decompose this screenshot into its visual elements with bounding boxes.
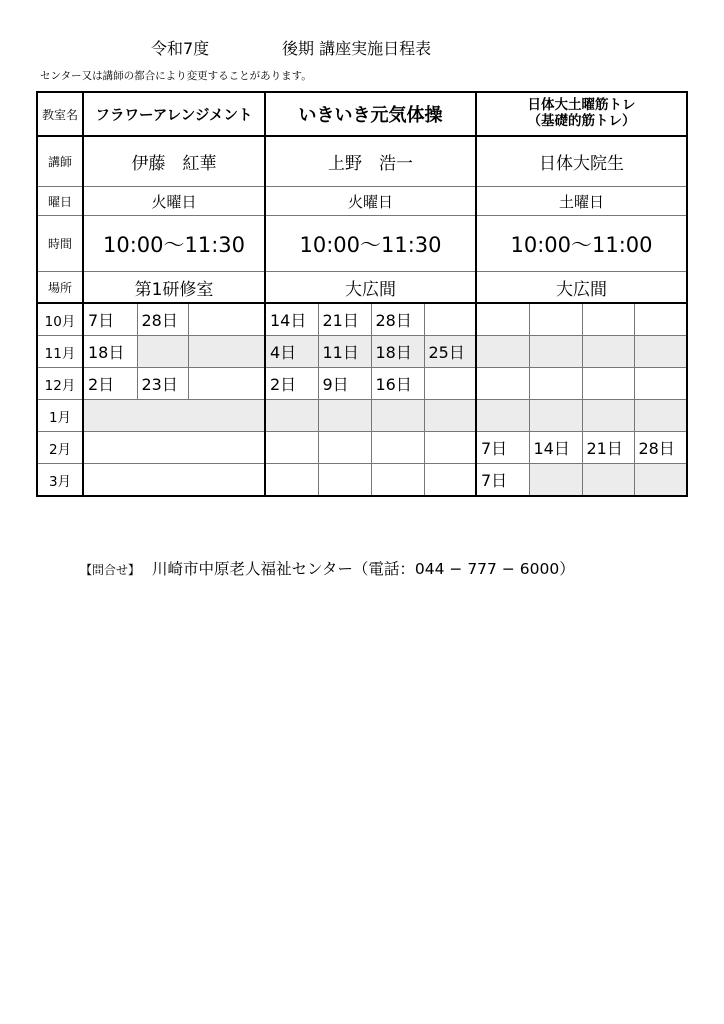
row-weekday [37, 187, 687, 216]
date-cell [424, 464, 476, 497]
date-cell: 14日 [529, 432, 582, 464]
label-teacher: 講師 [37, 136, 83, 187]
date-cell: 28日 [371, 303, 424, 336]
weekday-training: 土曜日 [476, 187, 687, 216]
label-place: 場所 [37, 272, 83, 304]
contact-info [80, 557, 575, 579]
course-name-training-line1: 日体大土曜筋トレ [527, 97, 636, 114]
date-cell [424, 432, 476, 464]
teacher-exercise: 上野 浩一 [265, 136, 476, 187]
course-name-exercise: いきいき元気体操 [265, 92, 476, 136]
date-cell [634, 303, 687, 336]
month-label: 3月 [37, 464, 83, 497]
weekday-flower: 火曜日 [83, 187, 265, 216]
contact-text: 川崎市中原老人福祉センター（電話：044 − 777 − 6000） [152, 560, 575, 578]
date-cell [371, 400, 424, 432]
row-time [37, 216, 687, 272]
month-label: 2月 [37, 432, 83, 464]
date-cell [83, 464, 265, 497]
date-cell: 18日 [371, 336, 424, 368]
date-cell [424, 400, 476, 432]
date-cell: 11日 [318, 336, 371, 368]
date-cell [634, 368, 687, 400]
date-cell: 7日 [476, 432, 529, 464]
change-notice: センター又は講師の都合により変更することがあります。 [40, 70, 312, 82]
date-cell [318, 400, 371, 432]
date-cell [188, 368, 265, 400]
date-cell [476, 400, 529, 432]
date-cell: 7日 [476, 464, 529, 497]
month-label: 12月 [37, 368, 83, 400]
label-weekday: 曜日 [37, 187, 83, 216]
date-cell [529, 368, 582, 400]
page-header [0, 36, 724, 60]
time-exercise: 10:00～11:30 [265, 216, 476, 272]
date-cell [371, 464, 424, 497]
date-cell [476, 368, 529, 400]
date-cell [582, 400, 634, 432]
title-year: 令和7度 [151, 39, 210, 58]
row-classroom [37, 92, 687, 136]
label-classroom: 教室名 [37, 92, 83, 136]
month-row-mar [37, 464, 687, 497]
label-time: 時間 [37, 216, 83, 272]
date-cell [188, 303, 265, 336]
schedule-table [36, 91, 688, 497]
date-cell [188, 336, 265, 368]
time-flower: 10:00～11:30 [83, 216, 265, 272]
date-cell [83, 432, 265, 464]
date-cell: 23日 [137, 368, 188, 400]
date-cell: 14日 [265, 303, 318, 336]
date-cell: 9日 [318, 368, 371, 400]
date-cell [265, 400, 318, 432]
date-cell: 28日 [634, 432, 687, 464]
date-cell: 21日 [582, 432, 634, 464]
contact-label: 【問合せ】 [80, 563, 141, 577]
time-training: 10:00～11:00 [476, 216, 687, 272]
course-name-flower: フラワーアレンジメント [83, 92, 265, 136]
date-cell [529, 400, 582, 432]
teacher-flower: 伊藤 紅華 [83, 136, 265, 187]
month-label: 1月 [37, 400, 83, 432]
month-row-feb [37, 432, 687, 464]
date-cell [265, 464, 318, 497]
place-training: 大広間 [476, 272, 687, 304]
date-cell: 2日 [83, 368, 137, 400]
row-place [37, 272, 687, 304]
date-cell: 4日 [265, 336, 318, 368]
date-cell [424, 368, 476, 400]
date-cell [582, 336, 634, 368]
date-cell [476, 336, 529, 368]
place-flower: 第1研修室 [83, 272, 265, 304]
date-cell [634, 336, 687, 368]
place-exercise: 大広間 [265, 272, 476, 304]
teacher-training: 日体大院生 [476, 136, 687, 187]
date-cell [529, 464, 582, 497]
month-row-jan [37, 400, 687, 432]
date-cell [582, 464, 634, 497]
date-cell: 2日 [265, 368, 318, 400]
date-cell [476, 303, 529, 336]
month-row-dec [37, 368, 687, 400]
date-cell [137, 336, 188, 368]
date-cell [424, 303, 476, 336]
date-cell [529, 336, 582, 368]
date-cell [371, 432, 424, 464]
date-cell [318, 464, 371, 497]
date-cell: 28日 [137, 303, 188, 336]
date-cell [634, 464, 687, 497]
date-cell [634, 400, 687, 432]
course-name-training-line2: （基礎的筋トレ） [527, 113, 636, 129]
date-cell: 7日 [83, 303, 137, 336]
page-title: 後期 講座実施日程表 [282, 39, 432, 58]
course-name-training [476, 92, 687, 136]
month-row-nov [37, 336, 687, 368]
date-cell: 25日 [424, 336, 476, 368]
month-label: 10月 [37, 303, 83, 336]
weekday-exercise: 火曜日 [265, 187, 476, 216]
date-cell [582, 368, 634, 400]
date-cell [83, 400, 265, 432]
month-row-oct [37, 303, 687, 336]
date-cell [318, 432, 371, 464]
date-cell [582, 303, 634, 336]
date-cell [265, 432, 318, 464]
date-cell: 18日 [83, 336, 137, 368]
row-teacher [37, 136, 687, 187]
month-label: 11月 [37, 336, 83, 368]
date-cell: 21日 [318, 303, 371, 336]
date-cell: 16日 [371, 368, 424, 400]
date-cell [529, 303, 582, 336]
